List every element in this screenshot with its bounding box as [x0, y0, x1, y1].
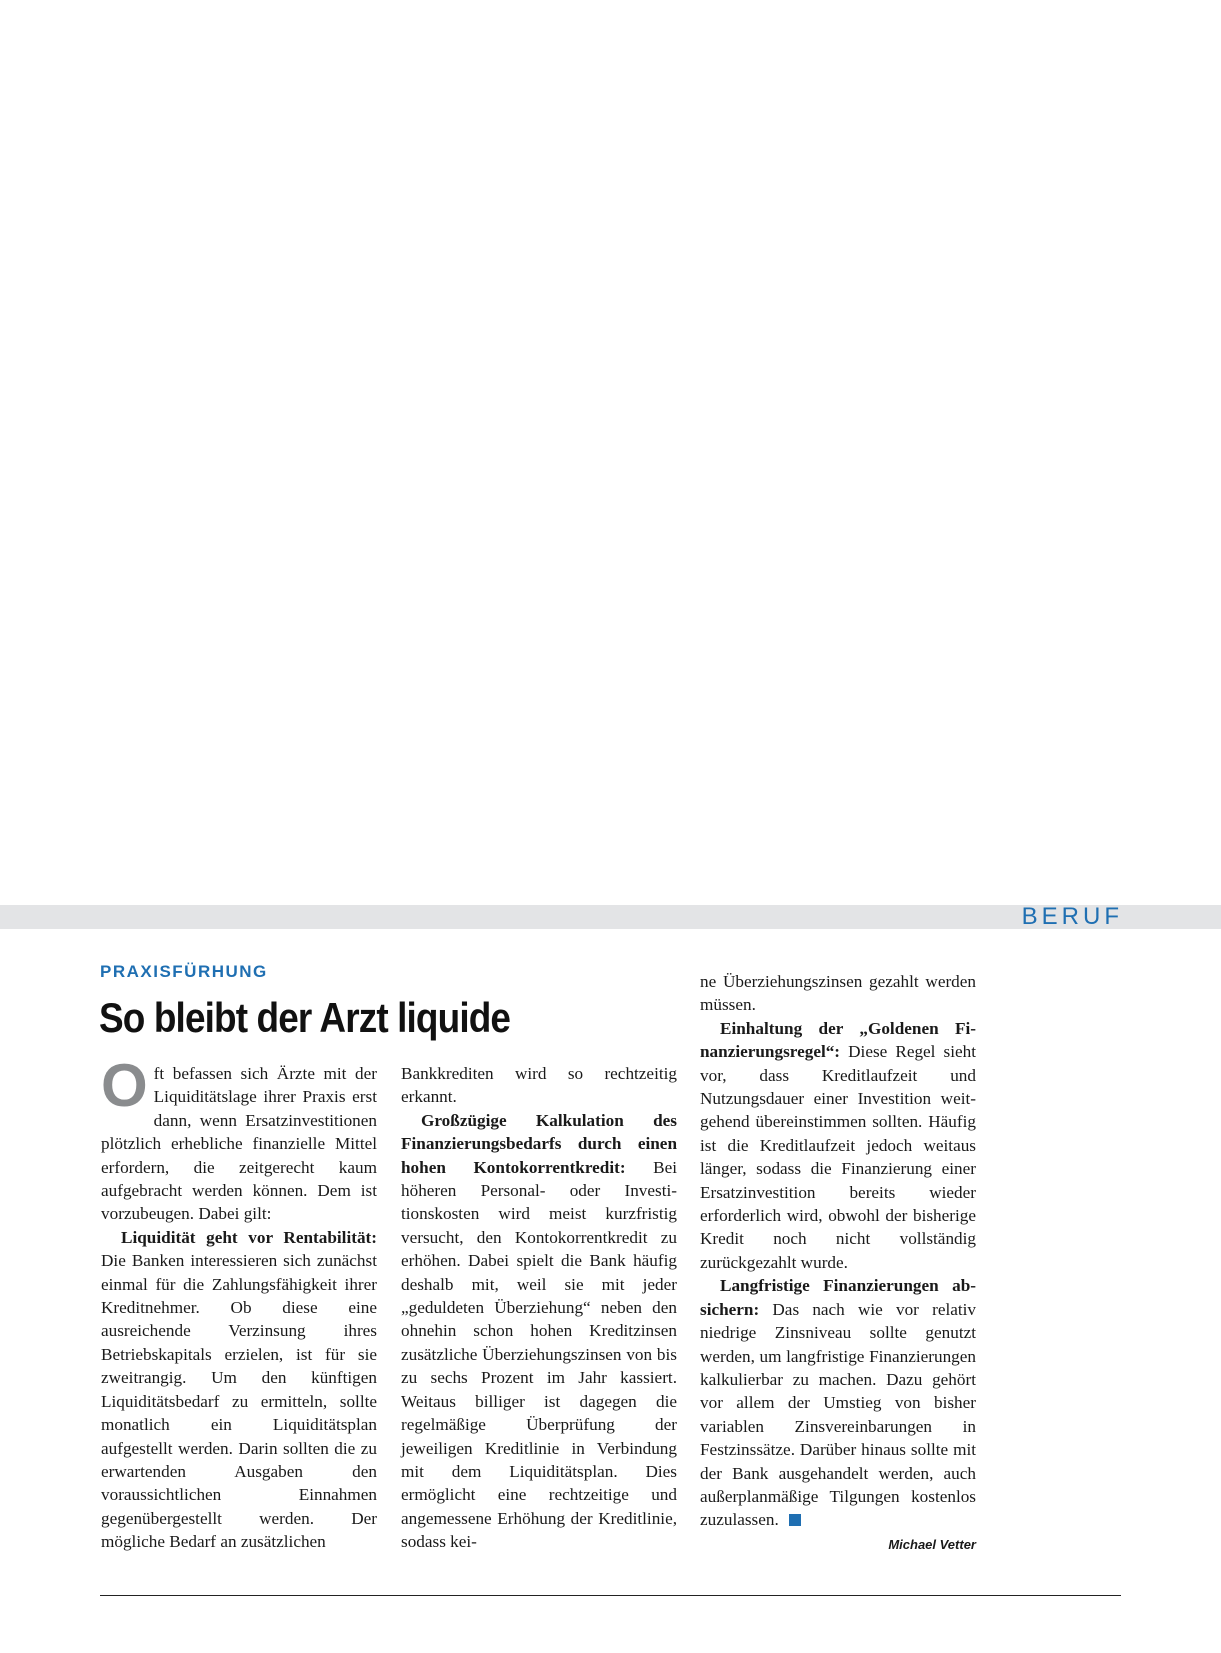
subheading-lead: Langfristige Finanzierungen absichern:: [700, 1276, 976, 1319]
article-column-1: [101, 1052, 377, 1554]
paragraph-text: Die Banken interessieren sich zunächst einmal für die Zahlungsfähigkeit ihrer Kreditnehmer. Ob diese eine ausreichende Verzinsung ihres Betriebskapitals erzielen, ist für sie zweitrangig. Um den künftigen Liquiditätsbedarf zu ermitteln, sollte monatlich ein Liquiditätsplan aufgestellt werden. Darin sollten die zu erwartenden Ausgaben den voraussichtlichen Einnahmen gegenübergestellt werden. Der mögliche Bedarf an zusätzlichen: [101, 1251, 377, 1552]
subheading-lead: Einhaltung der „Goldenen Finanzierungsregel“:: [700, 1018, 976, 1062]
paragraph-kalkulation: [401, 1109, 677, 1554]
drop-cap: O: [101, 1052, 148, 1119]
subheading-lead: Liquidität geht vor Rentabilität:: [121, 1227, 377, 1247]
bottom-rule: [100, 1595, 1121, 1596]
paragraph-text: ft befassen sich Ärzte mit der Liquiditätslage ihrer Praxis erst dann, wenn Ersatzinvestitionen plötzlich erhebliche finanzielle Mittel erfordern, die zeitgerecht kaum aufgebracht werden können. Dem ist vorzubeugen. Dabei gilt:: [101, 1064, 377, 1224]
paragraph-continued: ne Überziehungszinsen gezahlt werden müssen.: [700, 972, 976, 1015]
paragraph-text: Bei höheren Personal- oder Investitionskosten wird meist kurzfristig versucht, den Kontokorrentkredit zu erhöhen. Dabei spielt die Bank häufig deshalb mit, weil sie mit jeder „geduldeten Überziehung“ neben den ohnehin schon hohen Kreditzinsen zusätzliche Überziehungszinsen von bis zu sechs Prozent im Jahr kassiert. Weitaus billiger ist dagegen die regelmäßige Überprüfung der jeweiligen Kreditlinie in Verbindung mit dem Liquiditätsplan. Dies ermöglicht eine rechtzeitige und angemessene Erhöhung der Kreditlinie, sodass kei-: [401, 1157, 677, 1552]
paragraph-intro: [101, 1052, 377, 1226]
article-column-2: [401, 1062, 677, 1554]
section-label: BERUF: [1021, 903, 1123, 930]
paragraph-text: Diese Regel sieht vor, dass Kreditlaufzeit und Nutzungsdauer einer Investition weitgehend übereinstimmen sollten. Häufig ist die Kreditlaufzeit jedoch weitaus länger, sodass die Finanzierung einer Ersatzinvestition bereits wieder erforderlich wird, obwohl der bisherige Kredit noch nicht vollständig zurückgezahlt wurde.: [700, 1042, 976, 1272]
article-kicker: PRAXISFÜRHUNG: [100, 962, 268, 981]
paragraph-text: Das nach wie vor relativ niedrige Zinsniveau sollte genutzt werden, um langfristige Finanzierungen kalkulierbar zu machen. Dazu gehört vor allem der Umstieg von bisher variablen Zinsvereinbarungen in Festzinssätze. Darüber hinaus sollte mit der Bank ausgehandelt werden, auch außerplanmäßige Tilgungen kostenlos zuzulassen.: [700, 1299, 976, 1530]
subheading-lead: Großzügige Kalkulation des Finanzierungsbedarfs durch einen hohen Kontokorrentkredit:: [401, 1110, 677, 1177]
paragraph-goldene-regel: [700, 1017, 976, 1274]
end-mark-icon: [789, 1514, 801, 1526]
article-headline: So bleibt der Arzt liquide: [99, 994, 511, 1041]
paragraph-langfristig: [700, 1274, 976, 1531]
paragraph-continued: Bankkrediten wird so rechtzeitig erkannt.: [401, 1064, 677, 1107]
author-byline: Michael Vetter: [888, 1536, 976, 1552]
article-column-3: [700, 970, 976, 1556]
paragraph-liquiditaet: [101, 1226, 377, 1554]
